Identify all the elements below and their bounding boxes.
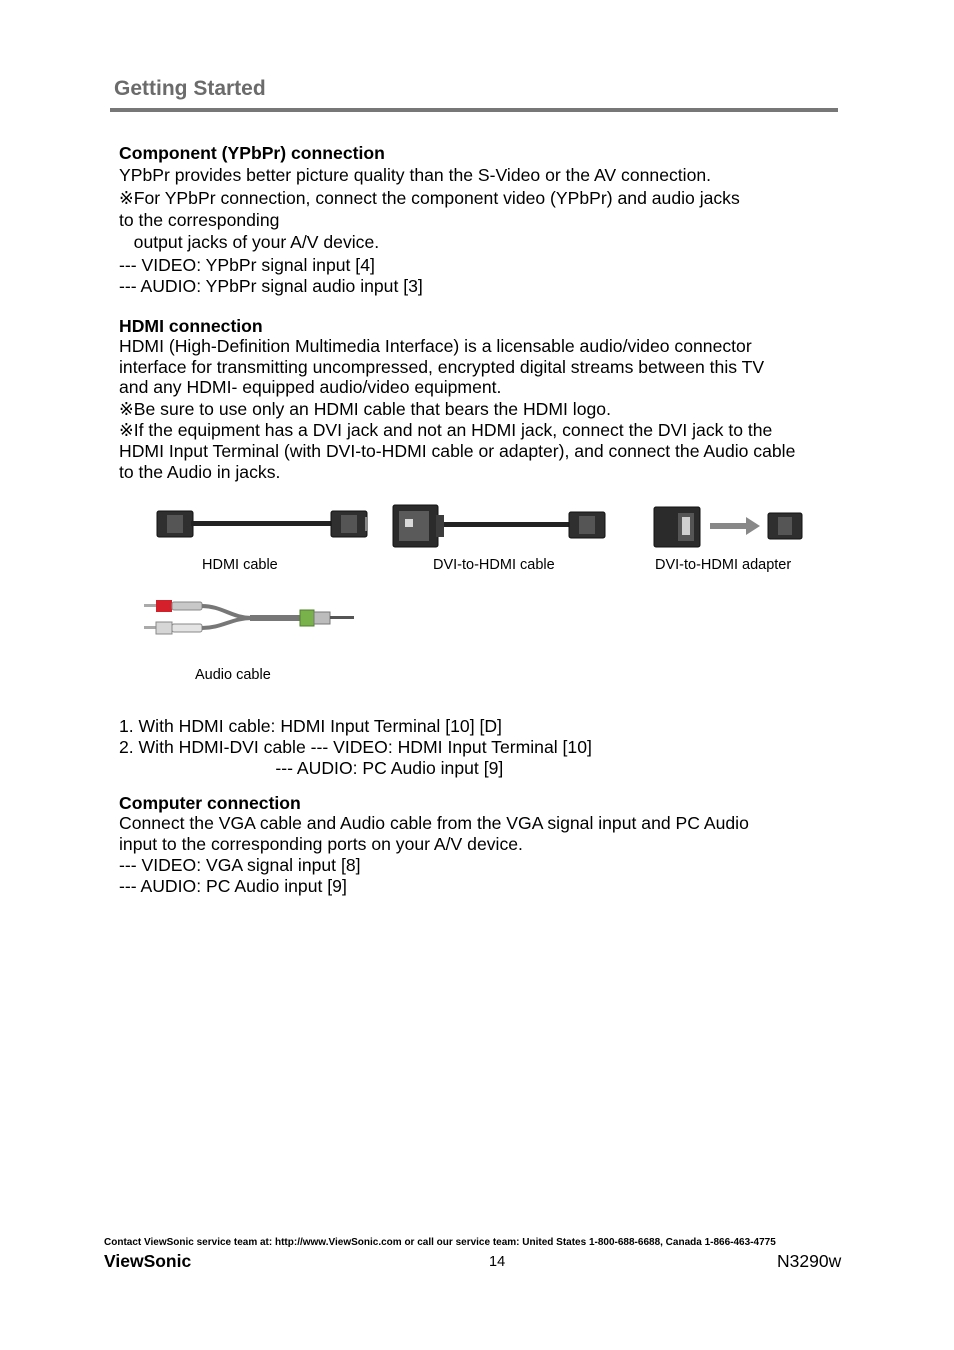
component-line: to the corresponding [119,210,280,230]
footer-brand: ViewSonic [104,1251,192,1271]
dvi-hdmi-cable-illustration [393,503,613,551]
step-line: --- AUDIO: PC Audio input [9] [119,758,504,778]
dvi-hdmi-cable-caption: DVI-to-HDMI cable [433,557,555,573]
page-number: 14 [489,1254,506,1270]
computer-line: --- VIDEO: VGA signal input [8] [119,855,361,875]
step-line: 1. With HDMI cable: HDMI Input Terminal [10] [D] [119,716,502,736]
model-number: N3290w [777,1251,842,1271]
hdmi-heading: HDMI connection [119,316,263,336]
computer-heading: Computer connection [119,793,301,813]
hdmi-line: to the Audio in jacks. [119,462,281,482]
step-line: 2. With HDMI-DVI cable --- VIDEO: HDMI Input Terminal [10] [119,737,592,757]
computer-line: --- AUDIO: PC Audio input [9] [119,876,347,896]
side-tab-mark [926,280,934,370]
hdmi-line: and any HDMI- equipped audio/video equipment. [119,377,502,397]
component-line: --- VIDEO: YPbPr signal input [4] [119,255,375,275]
footer-contact: Contact ViewSonic service team at: http://www.ViewSonic.com or call our service team: United States 1-800-688-6688, Canada 1-866-463-4775 [104,1237,776,1248]
audio-cable-illustration [142,598,362,638]
component-heading: Component (YPbPr) connection [119,143,385,163]
component-line: YPbPr provides better picture quality than the S-Video or the AV connection. [119,165,712,185]
computer-line: Connect the VGA cable and Audio cable from the VGA signal input and PC Audio [119,813,749,833]
hdmi-line: ※If the equipment has a DVI jack and not an HDMI jack, connect the DVI jack to the [119,420,773,440]
component-line: --- AUDIO: YPbPr signal audio input [3] [119,276,423,296]
dvi-hdmi-adapter-caption: DVI-to-HDMI adapter [655,557,792,573]
audio-cable-caption: Audio cable [195,667,271,683]
dvi-hdmi-adapter-illustration [652,503,812,551]
hdmi-line: ※Be sure to use only an HDMI cable that bears the HDMI logo. [119,399,611,419]
hdmi-cable-illustration [155,505,375,545]
component-line: ※For YPbPr connection, connect the component video (YPbPr) and audio jacks [119,188,740,208]
hdmi-cable-caption: HDMI cable [202,557,278,573]
page-header-title: Getting Started [114,77,266,100]
hdmi-line: HDMI Input Terminal (with DVI-to-HDMI cable or adapter), and connect the Audio cable [119,441,796,461]
hdmi-line: HDMI (High-Definition Multimedia Interface) is a licensable audio/video connector [119,336,752,356]
hdmi-line: interface for transmitting uncompressed, encrypted digital streams between this TV [119,357,765,377]
component-line: output jacks of your A/V device. [119,232,380,252]
computer-line: input to the corresponding ports on your A/V device. [119,834,523,854]
header-divider [110,108,838,112]
